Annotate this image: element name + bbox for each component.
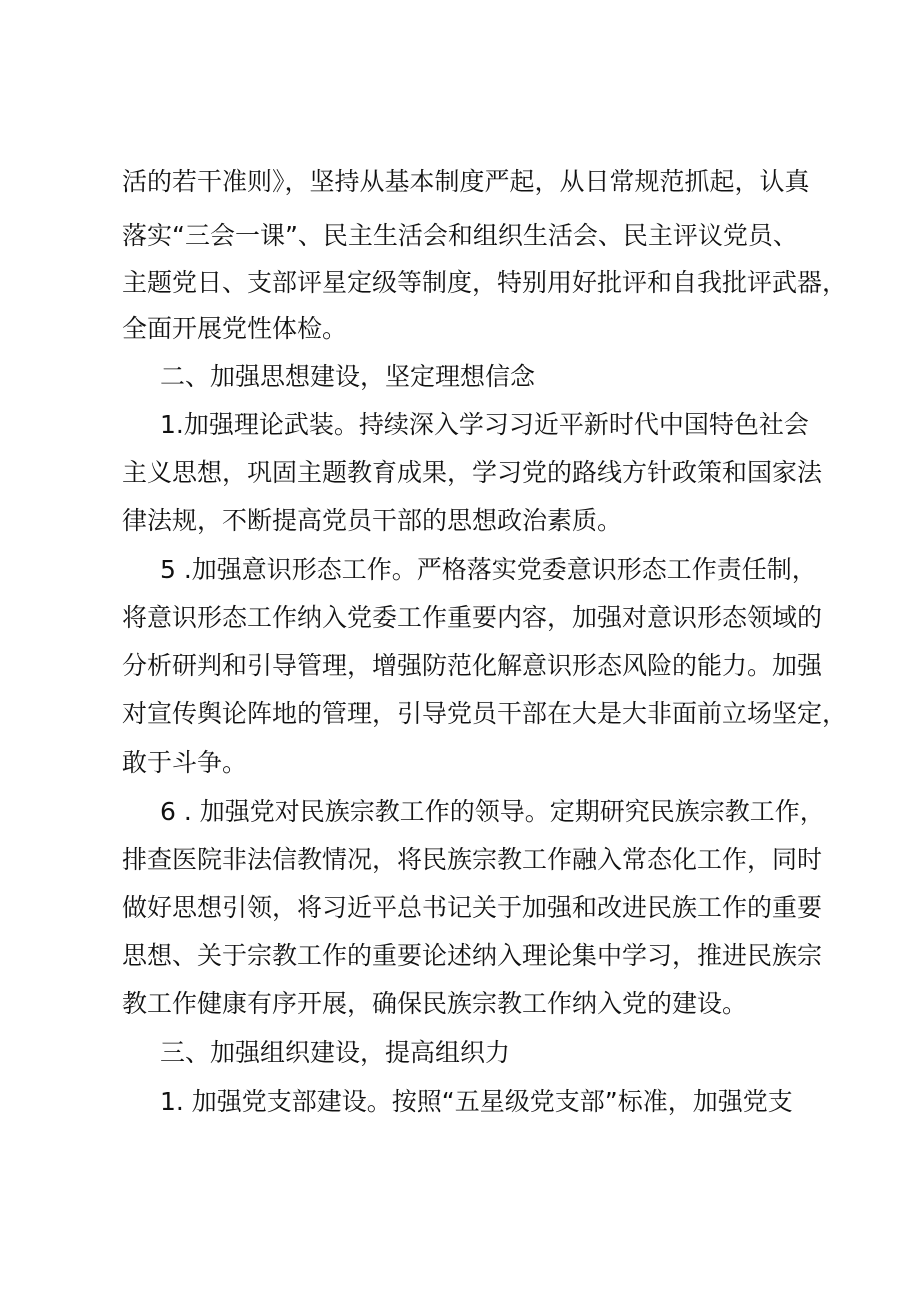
text-line: 做好思想引领，将习近平总书记关于加强和改进民族工作的重要: [122, 893, 823, 922]
text-line: 排查医院非法信教情况，将民族宗教工作融入常态化工作，同时: [122, 845, 823, 874]
text-line: 律法规，不断提高党员干部的思想政治素质。: [122, 506, 623, 535]
text-line: 5 .加强意识形态工作。严格落实党委意识形态工作责任制，: [160, 555, 817, 584]
text-line: 敢于斗争。: [122, 748, 248, 777]
text-line: 落实“三会一课”、民主生活会和组织生活会、民主评议党员、: [122, 221, 798, 250]
text-line: 将意识形态工作纳入党委工作重要内容，加强对意识形态领域的: [122, 603, 823, 632]
text-line: 1.加强理论武装。持续深入学习习近平新时代中国特色社会: [160, 410, 809, 439]
text-line: 分析研判和引导管理，增强防范化解意识形态风险的能力。加强: [122, 651, 823, 680]
text-line: 主题党日、支部评星定级等制度，特别用好批评和自我批评武器，: [122, 268, 848, 297]
text-line: 全面开展党性体检。: [122, 314, 348, 343]
text-line: 活的若干准则》，坚持从基本制度严起，从日常规范抓起，认真: [122, 167, 810, 196]
text-line: 思想、关于宗教工作的重要论述纳入理论集中学习，推进民族宗: [122, 941, 823, 970]
text-line: 对宣传舆论阵地的管理，引导党员干部在大是大非面前立场坚定，: [122, 699, 848, 728]
text-line: 教工作健康有序开展，确保民族宗教工作纳入党的建设。: [122, 989, 748, 1018]
text-line: 6 . 加强党对民族宗教工作的领导。定期研究民族宗教工作，: [160, 797, 825, 826]
section-heading: 二、加强思想建设，坚定理想信念: [160, 362, 536, 391]
text-line: 主义思想，巩固主题教育成果，学习党的路线方针政策和国家法: [122, 458, 823, 487]
text-line: 1. 加强党支部建设。按照“五星级党支部”标准，加强党支: [160, 1087, 793, 1116]
section-heading: 三、加强组织建设，提高组织力: [160, 1038, 511, 1067]
